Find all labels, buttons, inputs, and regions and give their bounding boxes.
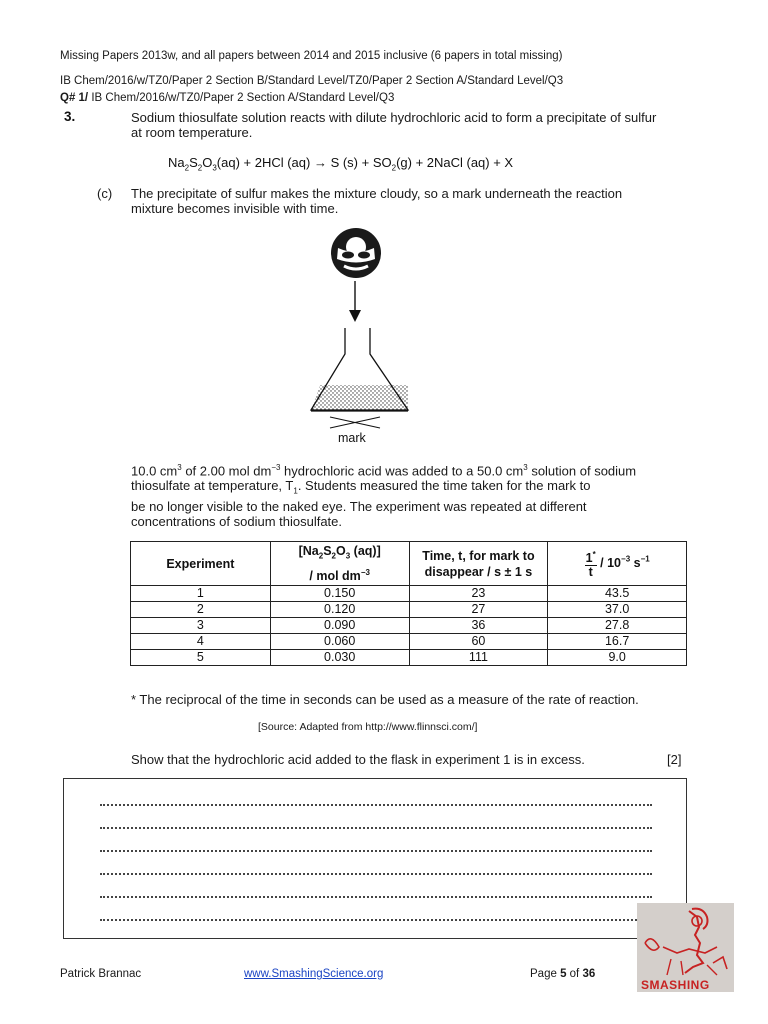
cell-concentration: 0.090 bbox=[270, 618, 409, 634]
part-c-line-1: The precipitate of sulfur makes the mixture cloudy, so a mark underneath the reaction bbox=[131, 186, 623, 201]
method-line-4: concentrations of sodium thiosulfate. bbox=[131, 513, 343, 529]
question-reference bbox=[60, 92, 394, 104]
cell-concentration: 0.150 bbox=[270, 586, 409, 602]
cell-reciprocal: 27.8 bbox=[548, 618, 687, 634]
downward-arrow bbox=[349, 281, 361, 322]
table-row bbox=[131, 618, 687, 634]
cell-reciprocal: 9.0 bbox=[548, 650, 687, 666]
method-line-1: 10.0 $cm^3$ of 2.00 mol $dm^{-3}$ hydrochloric acid was added to a 50.0 $cm^3$ solution of sodium bbox=[131, 463, 637, 479]
cell-reciprocal: 43.5 bbox=[548, 586, 687, 602]
cell-reciprocal: 37.0 bbox=[548, 602, 687, 618]
cell-experiment: 2 bbox=[131, 602, 271, 618]
footer-page-number: Page 5 of 36 bbox=[530, 968, 596, 980]
footer-link-wrap bbox=[244, 968, 383, 980]
method-line-2: thiosulfate at temperature, $T_1$. Students measured the time taken for the mark to bbox=[131, 478, 591, 496]
part-c-line-2: mixture becomes invisible with time. bbox=[131, 201, 339, 216]
answer-box[interactable] bbox=[63, 778, 687, 939]
table-row bbox=[131, 634, 687, 650]
conical-flask bbox=[311, 328, 408, 411]
marks-label: [2] bbox=[667, 752, 682, 767]
cell-time: 36 bbox=[409, 618, 548, 634]
reaction-equation: $Na_2S_2O_3(aq) + 2HCl$ (aq) → S $(s) + SO_2(g)$ + 2NaCl (aq) + X bbox=[168, 155, 514, 173]
mark-cross bbox=[330, 417, 380, 428]
question-label: Q# 1/ bbox=[60, 92, 89, 104]
cell-time: 27 bbox=[409, 602, 548, 618]
intro-line-1: Sodium thiosulfate solution reacts with dilute hydrochloric acid to form a precipitate of sulfur bbox=[131, 110, 657, 125]
flask-diagram bbox=[290, 226, 430, 448]
table-row bbox=[131, 650, 687, 666]
smashing-logo bbox=[637, 903, 734, 992]
source-citation: [Source: Adapted from http://www.flinnsci.com/] bbox=[258, 721, 478, 733]
cell-reciprocal: 16.7 bbox=[548, 634, 687, 650]
question-intro bbox=[131, 110, 671, 140]
cell-concentration: 0.120 bbox=[270, 602, 409, 618]
cell-experiment: 5 bbox=[131, 650, 271, 666]
cell-experiment: 4 bbox=[131, 634, 271, 650]
answer-line-5[interactable] bbox=[100, 896, 652, 898]
question-number: 3. bbox=[64, 109, 76, 124]
goggles-eye-icon bbox=[331, 228, 381, 278]
intro-line-2: at room temperature. bbox=[131, 125, 253, 140]
cell-concentration: 0.030 bbox=[270, 650, 409, 666]
question-ref-text: IB Chem/2016/w/TZ0/Paper 2 Section A/Standard Level/Q3 bbox=[91, 92, 395, 104]
table-row bbox=[131, 586, 687, 602]
cell-experiment: 1 bbox=[131, 586, 271, 602]
footnote: * The reciprocal of the time in seconds can be used as a measure of the rate of reaction. bbox=[131, 692, 639, 707]
method-line-3: be no longer visible to the naked eye. The experiment was repeated at different bbox=[131, 498, 587, 514]
mark-label: mark bbox=[338, 431, 366, 445]
footer-site-link[interactable]: www.SmashingScience.org bbox=[244, 968, 384, 980]
answer-line-6[interactable] bbox=[100, 919, 652, 921]
table-header-row bbox=[131, 542, 687, 586]
cell-experiment: 3 bbox=[131, 618, 271, 634]
answer-line-1[interactable] bbox=[100, 804, 652, 806]
method-text bbox=[131, 460, 671, 529]
answer-line-3[interactable] bbox=[100, 850, 652, 852]
header-concentration: [$Na_2S_2O_3$ (aq)] / mol $dm^{-3}$ bbox=[270, 542, 409, 586]
header-experiment: Experiment bbox=[131, 542, 271, 586]
cell-time: 23 bbox=[409, 586, 548, 602]
question-prompt: Show that the hydrochloric acid added to the flask in experiment 1 is in excess. bbox=[131, 752, 585, 767]
results-table bbox=[130, 541, 687, 666]
footer-author: Patrick Brannac bbox=[60, 968, 142, 980]
header-reciprocal-time: $\frac{1^*}{t}$ / $10^{-3}$ $s^{-1}$ bbox=[548, 542, 687, 586]
part-label: (c) bbox=[97, 186, 113, 201]
cell-time: 111 bbox=[409, 650, 548, 666]
cell-concentration: 0.060 bbox=[270, 634, 409, 650]
table-row bbox=[131, 602, 687, 618]
logo-text: SMASHING bbox=[641, 978, 710, 992]
header-line-1: Missing Papers 2013w, and all papers between 2014 and 2015 inclusive (6 papers in total missing) bbox=[60, 50, 563, 62]
header-time: Time, t, for mark to disappear / s ± 1 s bbox=[409, 542, 548, 586]
answer-line-2[interactable] bbox=[100, 827, 652, 829]
part-c-text bbox=[131, 186, 671, 216]
answer-line-4[interactable] bbox=[100, 873, 652, 875]
cell-time: 60 bbox=[409, 634, 548, 650]
header-line-2: IB Chem/2016/w/TZ0/Paper 2 Section B/Standard Level/TZ0/Paper 2 Section A/Standard Level/Q3 bbox=[60, 75, 564, 87]
